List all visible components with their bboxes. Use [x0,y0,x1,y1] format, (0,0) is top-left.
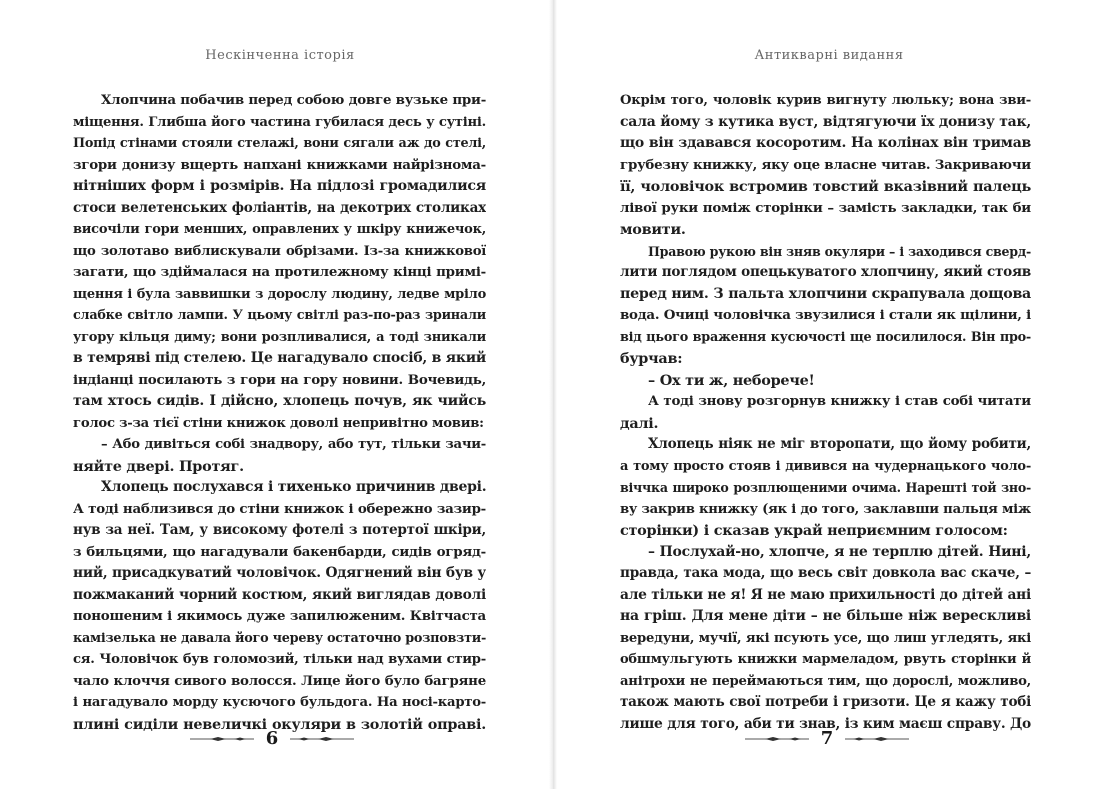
text-line: вередуни, мучії, які псують усе, що лиш угледять, які [620,630,1031,646]
text-line: її, чоловічок встромив товстий вказівний палець [620,178,1031,195]
text-line: голос з-за тієї стіни книжок доволі непривітно мовив: [73,415,484,431]
text-line: там хтось сидів. І дійсно, хлопець почув, як чийсь [73,393,486,409]
left-page-number: 6 [265,728,279,749]
folio-ornament-left-icon [745,735,809,743]
text-line: вода. Очиці чоловічка звузилися і стали як щілини, і [620,307,1031,323]
text-line: перед ним. З пальта хлопчини скрапувала дощова [620,285,1031,302]
text-line: індіанці посилають з гори на гору новини. Вочевидь, [73,371,486,388]
text-line: угору кільця диму; вони розпливалися, а тоді зникали [73,329,486,345]
text-line: і нагадувало морду кусючого бульдога. На носі-карто- [73,695,486,710]
text-line: мовити. [620,221,686,238]
text-line: грубезну книжку, яку оце власне читав. Закриваючи [620,156,1031,173]
text-line: нітніших форм і розмірів. На підлозі громадилися [73,178,486,194]
text-line: з бильцями, що нагадували бакенбарди, сидів огряд- [73,543,486,560]
right-page-number: 7 [820,728,834,749]
text-line: віччка широко розплющеними очима. Нарешті той зно- [620,480,1031,495]
text-line: Хлопець ніяк не міг второпати, що йому робити, [648,436,1031,452]
text-line: поношеним і якимось дуже запилюженим. Квітчаста [73,608,486,624]
left-running-head: Нескінченна історія [205,48,355,63]
text-line: на гріш. Для мене діти – не більше ніж верескливі [620,608,1031,624]
text-line: бурчав: [620,350,683,367]
text-line: а тому просто стояв і дивився на чудернацького чоло- [620,458,1031,474]
text-line: що золотаво виблискували обрізами. Із-за книжкової [73,243,486,259]
right-running-head: Антикварні видання [754,48,904,63]
left-page [0,0,552,789]
text-line: ний, присадкуватий чоловічок. Одягнений він був у [73,565,486,581]
text-line: лівої руки поміж сторінки – замість закладки, так би [620,199,1031,216]
text-line: ву закрив книжку (як і до того, заклавши пальця між [620,501,1031,517]
right-page [553,0,1105,789]
text-line: А тоді наблизився до стіни книжок і обережно зазир- [73,500,486,517]
text-line: А тоді знову розгорнув книжку і став собі читати [648,393,1031,409]
text-line: обшмульгують книжки мармеладом, рвуть сторінки й [620,652,1031,667]
right-folio [551,728,1103,749]
text-line: камізелька не давала його череву остаточно розповзти- [73,630,486,646]
text-line: – Послухай-но, хлопче, я не терплю дітей. Нині, [648,543,1031,560]
text-line: сторінки) і сказав украй неприємним голосом: [620,522,1008,539]
text-line: – Або дивіться собі знадвору, або тут, тільки зачи- [101,437,486,452]
text-line: стоси велетенських фоліантів, на декотрих столиках [73,199,486,216]
left-body-text [73,90,486,735]
text-line: плині сиділи невеличкі окуляри в золотій оправі. [73,715,486,733]
text-line: лити поглядом опецькуватого хлопчину, який стояв [620,264,1031,280]
text-line: Попід стінами стояли стелажі, вони сягали аж до стелі, [73,136,486,151]
text-line: Хлопець послухався і тихенько причинив двері. [101,479,486,495]
text-line: Правою рукою він зняв окуляри – і заходився сверд- [648,243,1031,259]
text-line: слабке світло лампи. У цьому світлі раз-по-раз зринали [73,308,486,323]
text-line: Хлопчина побачив перед собою довге вузьке при- [101,92,486,108]
folio-ornament-right-icon [845,735,909,743]
text-line: Окрім того, чоловік курив вигнуту люльку; вона зви- [620,93,1031,108]
folio-ornament-right-icon [290,735,354,743]
text-line: від цього враження кусючості ще посилилося. Він про- [620,329,1031,345]
text-line: згори донизу вщерть напхані книжками найрізнома- [73,156,486,173]
text-line: правда, така мода, що весь світ довкола вас скаче, – [620,565,1031,581]
text-line: няйте двері. Протяг. [73,457,244,475]
text-line: що він здавався косоротим. На колінах він тримав [620,135,1031,151]
right-body-text [620,90,1031,735]
text-line: далі. [620,414,659,432]
text-line: – Ох ти ж, неборече! [648,371,815,389]
text-line: ся. Чоловічок був голомозий, тільки над вухами стир- [73,652,486,667]
text-line: міщення. Глибша його частина губилася десь у сутіні. [73,114,486,130]
text-line: також мають свої потреби і гризоти. Це я кажу тобі [620,694,1031,710]
text-line: височіли гори менших, оправлених у шкіру книжечок, [73,222,486,237]
text-line: щення і була заввишки з дорослу людину, ледве мріло [73,286,486,302]
left-folio [0,728,548,749]
text-line: чало клоччя сивого волосся. Лице його було багряне [73,672,486,689]
text-line: в темряві під стелею. Це нагадувало спосіб, в який [73,350,486,366]
text-line: сала йому з кутика вуст, відтягуючи їх донизу так, [620,113,1031,130]
text-line: загати, що здіймалася на протилежному кінці примі- [73,264,486,280]
text-line: але тільки не я! Я не маю прихильності до дітей ані [620,586,1031,603]
text-line: пожмаканий чорний костюм, який виглядав доволі [73,586,486,603]
text-line: лише для того, аби ти знав, із ким маєш справу. До [620,715,1031,732]
text-line: нув за неї. Там, у високому фотелі з потертої шкіри, [73,522,486,538]
folio-ornament-left-icon [190,735,254,743]
text-line: анітрохи не переймаються тим, що дорослі, можливо, [620,673,1031,689]
